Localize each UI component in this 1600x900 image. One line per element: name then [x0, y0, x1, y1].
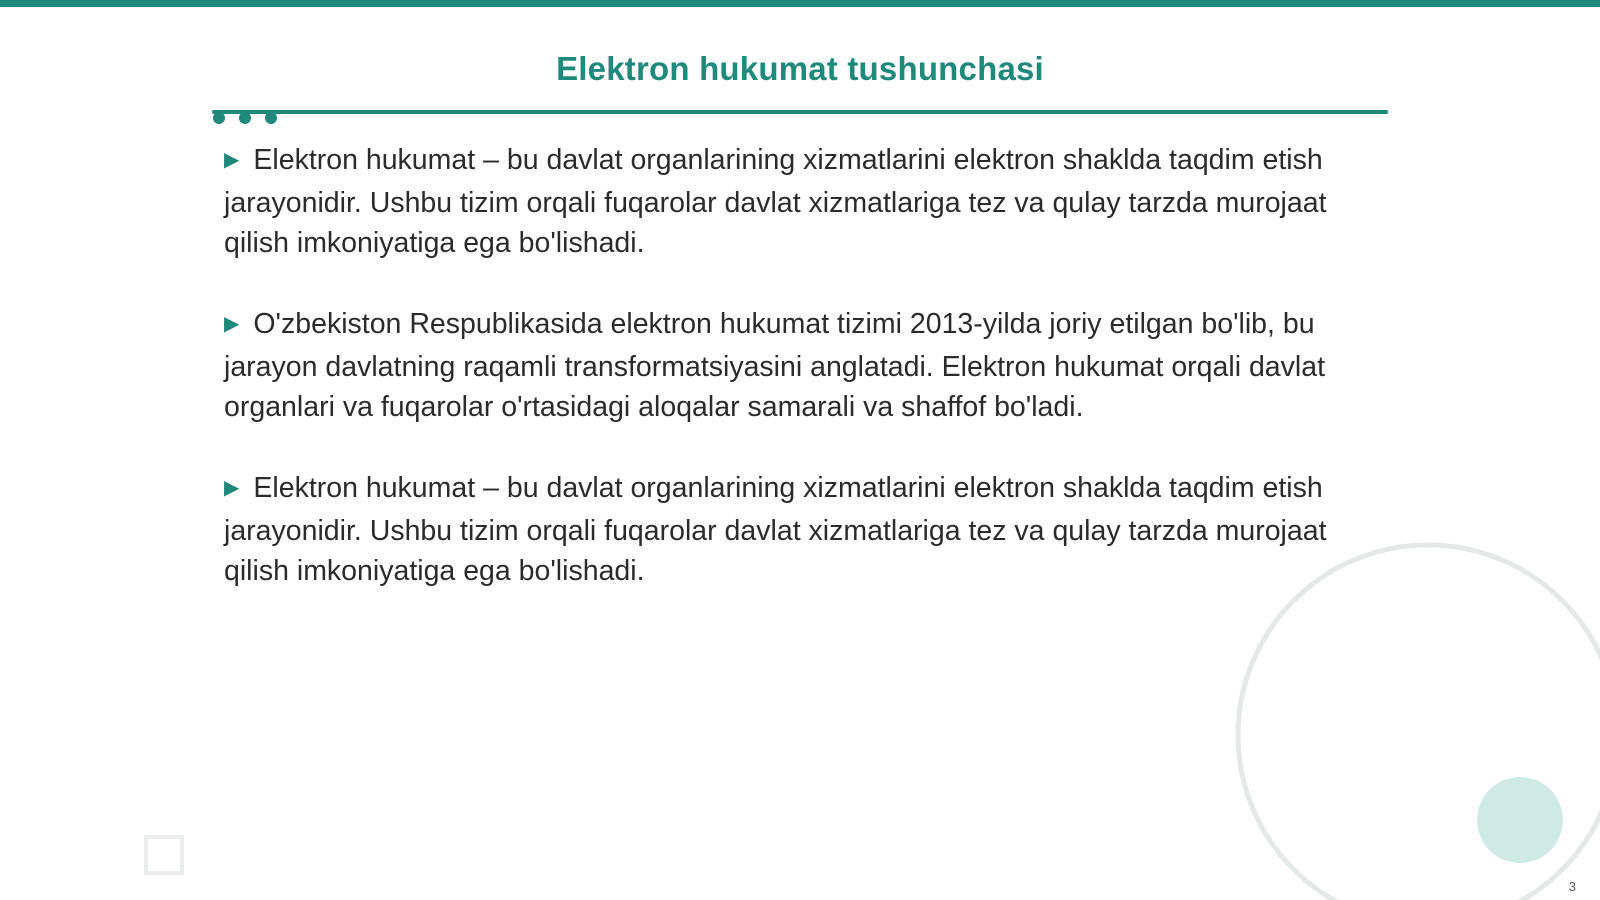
triangle-bullet-icon: ▶	[224, 477, 240, 499]
triangle-bullet-icon: ▶	[224, 313, 240, 335]
bullet-paragraph-1	[224, 140, 1374, 263]
decor-dot-1	[213, 112, 225, 124]
filled-circle-decoration	[1477, 777, 1563, 863]
decor-dot-3	[265, 112, 277, 124]
paragraph-text: Elektron hukumat – bu davlat organlarining xizmatlarini elektron shaklda taqdim etish jarayonidir. Ushbu tizim orqali fuqarolar davlat xizmatlariga tez va qulay tarzda murojaat qilish imkoniyatiga ega bo'lishadi.	[224, 144, 1327, 259]
bullet-paragraph-3	[224, 468, 1374, 591]
decor-dot-2	[239, 112, 251, 124]
title-underline	[212, 110, 1388, 114]
paragraph-text: Elektron hukumat – bu davlat organlarining xizmatlarini elektron shaklda taqdim etish jarayonidir. Ushbu tizim orqali fuqarolar davlat xizmatlariga tez va qulay tarzda murojaat qilish imkoniyatiga ega bo'lishadi.	[224, 472, 1327, 587]
paragraph-text: O'zbekiston Respublikasida elektron hukumat tizimi 2013-yilda joriy etilgan bo'lib, bu jarayon davlatning raqamli transformatsiyasini anglatadi. Elektron hukumat orqali davlat organlari va fuqarolar o'rtasidagi aloqalar samarali va shaffof bo'ladi.	[224, 308, 1325, 423]
bullet-paragraph-2	[224, 304, 1374, 427]
bullet-list	[224, 140, 1374, 632]
triangle-bullet-icon: ▶	[224, 149, 240, 171]
small-square-decoration	[146, 837, 182, 873]
slide-title: Elektron hukumat tushunchasi	[556, 50, 1044, 87]
page-number: 3	[1568, 879, 1576, 894]
